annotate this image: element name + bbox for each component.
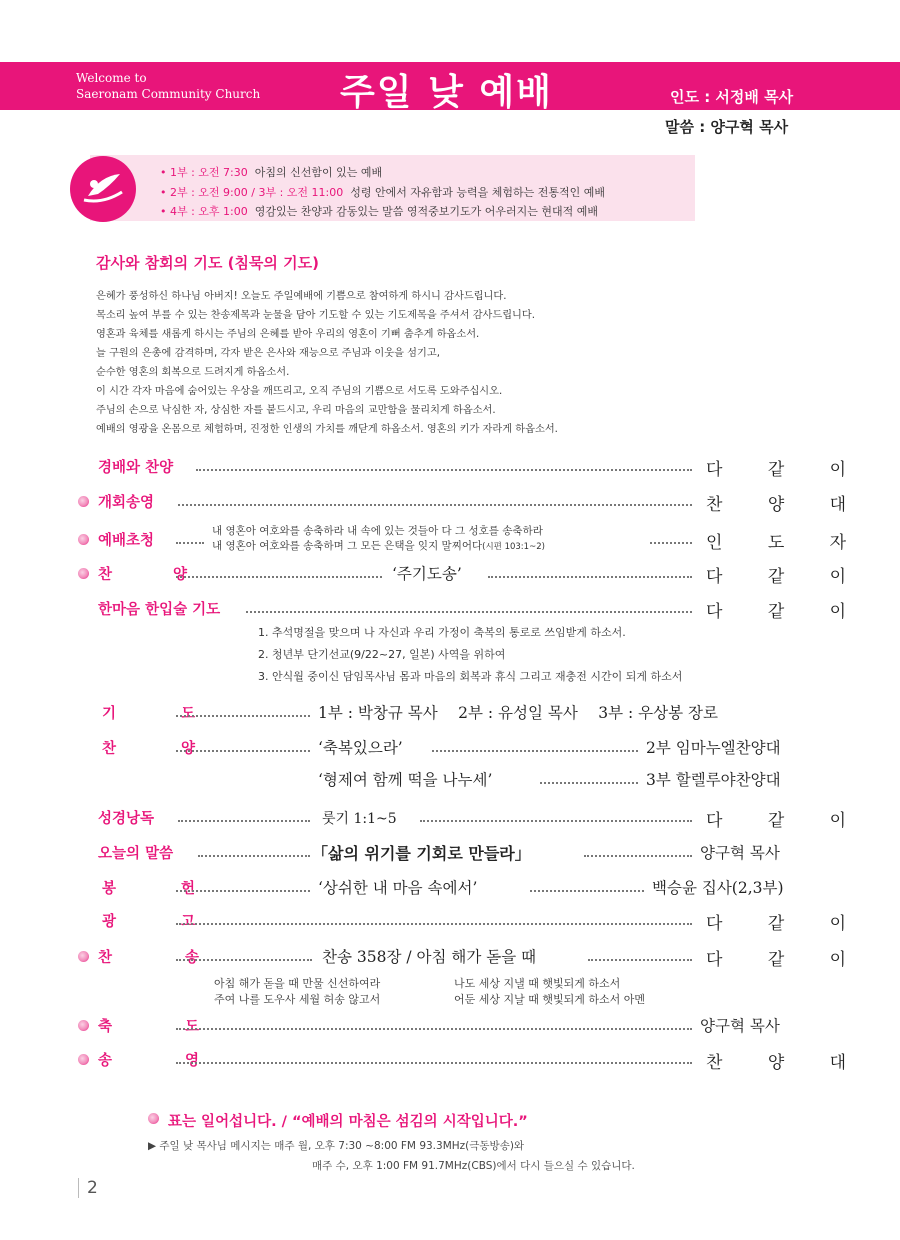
prayer-line: 순수한 영혼의 회복으로 드려지게 하옵소서.	[96, 367, 290, 378]
order-item: 성경낭독	[98, 811, 155, 827]
order-item: 찬 송	[98, 950, 234, 966]
dot-leader	[176, 890, 310, 892]
prayer-line: 예배의 영광을 온몸으로 체험하며, 진정한 인생의 가치를 깨닫게 하옵소서. 영혼의 키가 자라게 하옵소서.	[96, 424, 558, 435]
service-3	[160, 203, 598, 219]
dot-leader	[176, 715, 310, 717]
order-content: 찬송 358장 / 아침 해가 돋을 때	[322, 948, 537, 966]
order-performer: 3부 할렐루야찬양대	[646, 771, 781, 789]
order-performer: 찬 양 대	[706, 1053, 867, 1073]
prayer-line: 늘 구원의 은총에 감격하며, 각자 받은 은사와 재능으로 주님과 이웃을 섬기고,	[96, 348, 440, 359]
bullet-icon	[78, 1020, 89, 1031]
order-row-announcements	[0, 909, 900, 935]
order-performer: 다 같 이	[706, 950, 867, 970]
service-2-desc: 성령 안에서 자유함과 능력을 체험하는 전통적인 예배	[350, 186, 605, 199]
order-item: 찬 양	[102, 741, 226, 757]
bullet-icon	[78, 496, 89, 507]
dot-leader	[420, 820, 692, 822]
order-row-invitation	[0, 526, 900, 560]
service-2	[160, 184, 605, 200]
hymn-lyric: 아침 해가 돋을 때 만물 신선하여라	[214, 977, 381, 990]
dot-leader	[176, 750, 310, 752]
dot-leader	[176, 959, 312, 961]
order-performer: 양구혁 목사	[700, 844, 780, 862]
bullet-icon	[78, 951, 89, 962]
bullet-icon	[148, 1113, 159, 1124]
order-content: ‘주기도송’	[392, 565, 462, 583]
dot-leader	[588, 959, 692, 961]
hymn-lyric: 어둔 세상 지날 때 햇빛되게 하소서 아멘	[454, 993, 645, 1006]
prayer-line: 주님의 손으로 낙심한 자, 상심한 자를 붙드시고, 우리 마음의 교만함을 물리치게 하옵소서.	[96, 405, 496, 416]
order-row-scripture	[0, 806, 900, 832]
order-row-doxology	[0, 1048, 900, 1074]
prayer-topic: 3. 안식월 중이신 담임목사님 몸과 마음의 회복과 휴식 그리고 재충전 시간이 되게 하소서	[258, 670, 683, 683]
dot-leader	[178, 820, 310, 822]
order-row-benediction	[0, 1014, 900, 1040]
service-1-desc: 아침의 신선함이 있는 예배	[254, 166, 383, 179]
order-item: 기 도	[102, 706, 226, 722]
order-content: 1부 : 박창규 목사 2부 : 유성일 목사 3부 : 우상봉 장로	[318, 704, 718, 722]
order-performer: 찬 양 대	[706, 495, 867, 515]
sermon-title: 「삶의 위기를 기회로 만들라」	[312, 844, 531, 863]
order-row-choir-2	[0, 768, 900, 794]
dot-leader	[178, 504, 692, 506]
service-1	[160, 164, 382, 180]
order-row-song	[0, 562, 900, 588]
order-performer: 백승윤 집사(2,3부)	[652, 879, 784, 897]
invitation-line-2: 내 영혼아 여호와를 송축하며 그 모든 은택을 잊지 말찌어다(시편 103:1~2)	[212, 540, 545, 552]
service-2-label: • 2부 : 오전 9:00 / 3부 : 오전 11:00	[160, 186, 344, 199]
order-item: 찬 양	[98, 567, 216, 583]
dot-leader	[540, 782, 638, 784]
dot-leader	[176, 1062, 692, 1064]
prayer-title: 감사와 참회의 기도 (침묵의 기도)	[96, 254, 319, 272]
church-name: Saeronam Community Church	[76, 87, 261, 101]
page-number: 2	[78, 1178, 98, 1198]
dot-leader	[196, 469, 692, 471]
prayer-line: 목소리 높여 부를 수 있는 찬송제목과 눈물을 담아 기도할 수 있는 기도제목을 주셔서 감사드립니다.	[96, 310, 535, 321]
invitation-line-1: 내 영혼아 여호와를 송축하라 내 속에 있는 것들아 다 그 성호를 송축하라	[212, 525, 543, 537]
order-item: 개회송영	[98, 495, 155, 511]
welcome-text	[76, 70, 260, 102]
dot-leader	[176, 1028, 692, 1030]
order-item: 광 고	[102, 914, 226, 930]
order-row-sermon	[0, 841, 900, 867]
order-item: 송 영	[98, 1053, 234, 1069]
order-performer: 다 같 이	[706, 460, 867, 480]
order-content: ‘상쉬한 내 마음 속에서’	[318, 879, 478, 897]
welcome-line-1: Welcome to	[76, 71, 147, 85]
dot-leader	[176, 923, 692, 925]
dot-leader	[650, 542, 692, 544]
order-performer: 다 같 이	[706, 602, 867, 622]
service-1-label: • 1부 : 오전 7:30	[160, 166, 248, 179]
dot-leader	[198, 855, 310, 857]
order-item: 경배와 찬양	[98, 460, 174, 476]
speaker-text: 말씀 : 양구혁 목사	[665, 118, 789, 136]
order-row-choir	[0, 736, 900, 762]
hymn-lyric: 나도 세상 지낼 때 햇빛되게 하소서	[454, 977, 621, 990]
dot-leader	[176, 576, 382, 578]
order-row-opening	[0, 490, 900, 516]
order-item: 봉 헌	[102, 881, 226, 897]
footer-note: 매주 수, 오후 1:00 FM 91.7MHz(CBS)에서 다시 들으실 수 있습니다.	[312, 1160, 635, 1172]
prayer-line: 은혜가 풍성하신 하나님 아버지! 오늘도 주일예배에 기쁨으로 참여하게 하시니 감사드립니다.	[96, 291, 507, 302]
order-performer: 다 같 이	[706, 914, 867, 934]
order-row-prayer	[0, 701, 900, 727]
order-row-unison-prayer	[0, 597, 900, 623]
order-performer: 다 같 이	[706, 811, 867, 831]
bullet-icon	[78, 568, 89, 579]
dot-leader	[432, 750, 638, 752]
order-performer: 인 도 자	[706, 533, 867, 553]
order-row-praise	[0, 455, 900, 481]
page-title: 주일 낮 예배	[340, 72, 553, 113]
order-item: 축 도	[98, 1019, 234, 1035]
service-3-desc: 영감있는 찬양과 감동있는 말씀 영적중보기도가 어우러지는 현대적 예배	[254, 205, 599, 218]
prayer-line: 영혼과 육체를 새롭게 하시는 주님의 은혜를 받아 우리의 영혼이 기뻐 춤추게 하옵소서.	[96, 329, 480, 340]
order-performer: 다 같 이	[706, 567, 867, 587]
order-performer: 2부 임마누엘찬양대	[646, 739, 781, 757]
leader-text: 인도 : 서정배 목사	[670, 88, 794, 106]
order-item: 오늘의 말씀	[98, 846, 174, 862]
prayer-topic: 2. 청년부 단기선교(9/22~27, 일본) 사역을 위하여	[258, 648, 506, 661]
service-3-label: • 4부 : 오후 1:00	[160, 205, 248, 218]
bullet-icon	[78, 534, 89, 545]
dot-leader	[246, 611, 692, 613]
order-item: 한마음 한입술 기도	[98, 602, 221, 618]
footer-title: 표는 일어섭니다. / “예배의 마침은 섬김의 시작입니다.”	[168, 1114, 528, 1130]
prayer-topic: 1. 추석명절을 맞으며 나 자신과 우리 가정이 축복의 통로로 쓰임받게 하소서.	[258, 626, 626, 639]
order-content: ‘축복있으라’	[318, 739, 403, 757]
order-item: 예배초청	[98, 533, 155, 549]
dot-leader	[176, 542, 204, 544]
bullet-icon	[78, 1054, 89, 1065]
order-row-hymn	[0, 945, 900, 971]
order-content: ‘형제여 함께 떡을 나누세’	[318, 771, 493, 789]
hymn-lyric: 주여 나를 도우사 세월 허송 않고서	[214, 993, 381, 1006]
dot-leader	[530, 890, 644, 892]
order-row-offering	[0, 876, 900, 902]
order-performer: 양구혁 목사	[700, 1017, 780, 1035]
order-content: 룻기 1:1~5	[322, 811, 397, 827]
prayer-line: 이 시간 각자 마음에 숨어있는 우상을 깨뜨리고, 오직 주님의 기쁨으로 서도록 도와주십시오.	[96, 386, 503, 397]
dot-leader	[488, 576, 692, 578]
dot-leader	[584, 855, 692, 857]
church-logo-icon	[70, 156, 136, 222]
footer-note: ▶ 주일 낮 목사님 메시지는 매주 월, 오후 7:30 ~8:00 FM 93.3MHz(극동방송)와	[148, 1140, 525, 1152]
